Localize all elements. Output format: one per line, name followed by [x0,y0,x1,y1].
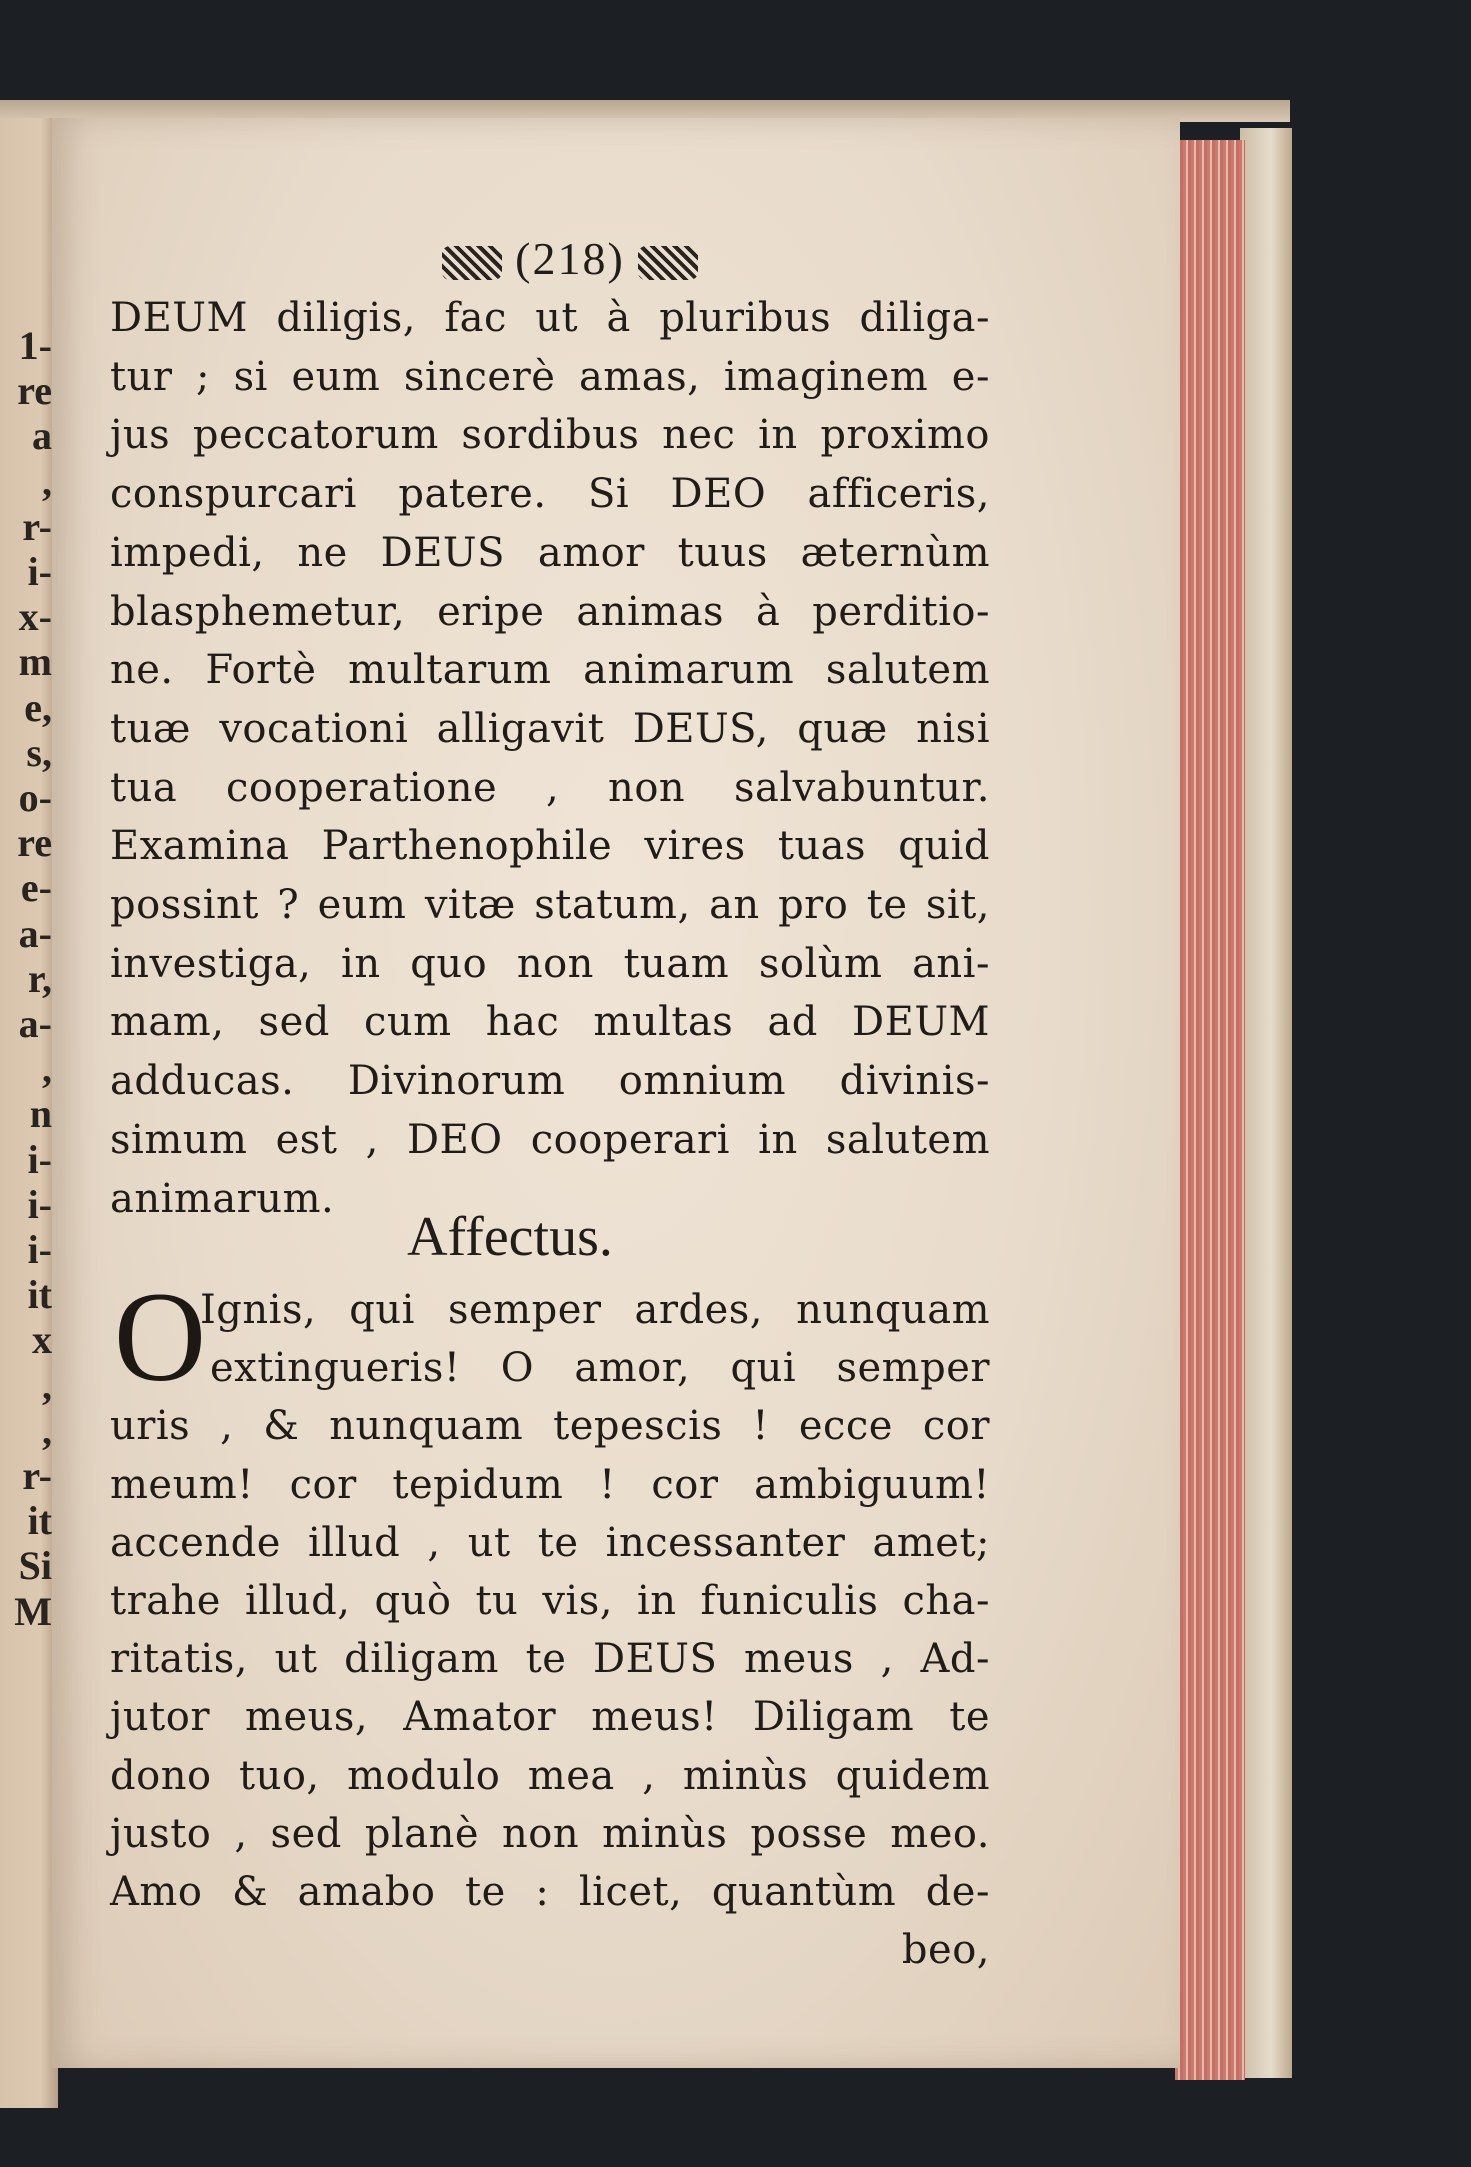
previous-page-fragment: r, [27,955,52,1001]
previous-page-fragment: Si [18,1543,52,1589]
previous-page-fragment: x [32,1317,52,1363]
text-line: jus peccatorum sordibus nec in proximo [110,412,990,459]
text-line: conspurcari patere. Si DEO afficeris, [110,471,990,518]
text-line: ne. Fortè multarum animarum salutem [110,647,990,694]
previous-page-fragment: it [27,1272,52,1318]
right-ornament-icon [638,246,698,280]
previous-page-fragment: re [17,820,52,866]
text-line: investiga, in quo non tuam solùm ani- [110,940,990,987]
text-line: tur ; si eum sincerè amas, imaginem e- [110,353,990,400]
previous-page-fragment: it [27,1498,52,1544]
previous-page-fragment: n [29,1091,52,1137]
previous-page-fragment: x- [18,594,52,640]
text-line: DEUM diligis, fac ut à pluribus diliga- [110,295,990,341]
previous-page-fragment: i- [27,1136,52,1182]
previous-page-fragment: , [42,458,52,504]
red-page-edges [1175,140,1245,2080]
text-line: uris , & nunquam tepescis ! ecce cor [110,1403,990,1450]
previous-page-fragment: re [17,368,52,414]
page-number: 218 [532,233,608,284]
previous-page-fragment: i- [27,549,52,594]
previous-page-fragment: , [42,1046,52,1092]
text-line: accende illud , ut te incessanter amet; [110,1519,990,1566]
text-line: Examina Parthenophile vires tuas quid [110,823,990,870]
text-line: trahe illud, quò tu vis, in funiculis cha- [110,1578,990,1624]
previous-page-fragment: 1- [18,323,52,368]
text-line: Amo & amabo te : licet, quantùm de- [110,1869,990,1915]
text-line: meum! cor tepidum ! cor ambiguum! [110,1461,990,1508]
text-line: adducas. Divinorum omnium divinis- [110,1058,990,1105]
text-line: impedi, ne DEUS amor tuus æternùm [110,529,990,576]
previous-page-fragment: m [18,639,52,685]
previous-page-fragment: , [42,1362,52,1408]
text-line: justo , sed planè non minùs posse meo. [110,1810,990,1857]
text-line: animarum. [110,1175,335,1222]
previous-page-edge [0,118,58,2108]
previous-page-fragment: a [32,413,52,459]
previous-page-fragment: , [42,1407,52,1453]
left-ornament-icon [442,246,502,280]
previous-page-fragment: a- [18,910,52,956]
text-line: Ignis, qui semper ardes, nunquam [200,1287,990,1333]
text-line: simum est , DEO cooperari in salutem [110,1116,990,1163]
text-line: possint ? eum vitæ statum, an pro te sit, [110,882,990,928]
text-line: dono tuo, modulo mea , minùs quidem [110,1752,990,1799]
text-line: tuæ vocationi alligavit DEUS, quæ nisi [110,705,990,752]
text-line: mam, sed cum hac multas ad DEUM [110,999,990,1046]
text-line: extingueris! O amor, qui semper [210,1345,990,1392]
previous-page-fragment: e, [24,684,52,730]
previous-page-fragment: e- [20,865,52,911]
text-line: ritatis, ut diligam te DEUS meus , Ad- [110,1636,990,1683]
book-cover-edge [1240,128,1292,2078]
previous-page-fragment: i- [27,1181,52,1227]
text-line: blasphemetur, eripe animas à perditio- [110,588,990,635]
section-heading: Affectus. [407,1206,613,1268]
previous-page-fragment: M [14,1588,52,1634]
text-line: beo, [901,1927,990,1974]
text-line: jutor meus, Amator meus! Diligam te [110,1694,990,1741]
previous-page-fragment: i- [27,1227,52,1272]
previous-page-fragment: r- [22,503,52,549]
previous-page-fragment: r- [22,1453,52,1498]
text-line: tua cooperatione , non salvabuntur. [110,764,990,811]
drop-cap: O [113,1266,207,1408]
previous-page-fragment: o- [18,775,52,820]
previous-page-fragment: s, [26,729,52,775]
previous-page-fragment: a- [18,1001,52,1046]
page-header: (218) [400,232,740,285]
